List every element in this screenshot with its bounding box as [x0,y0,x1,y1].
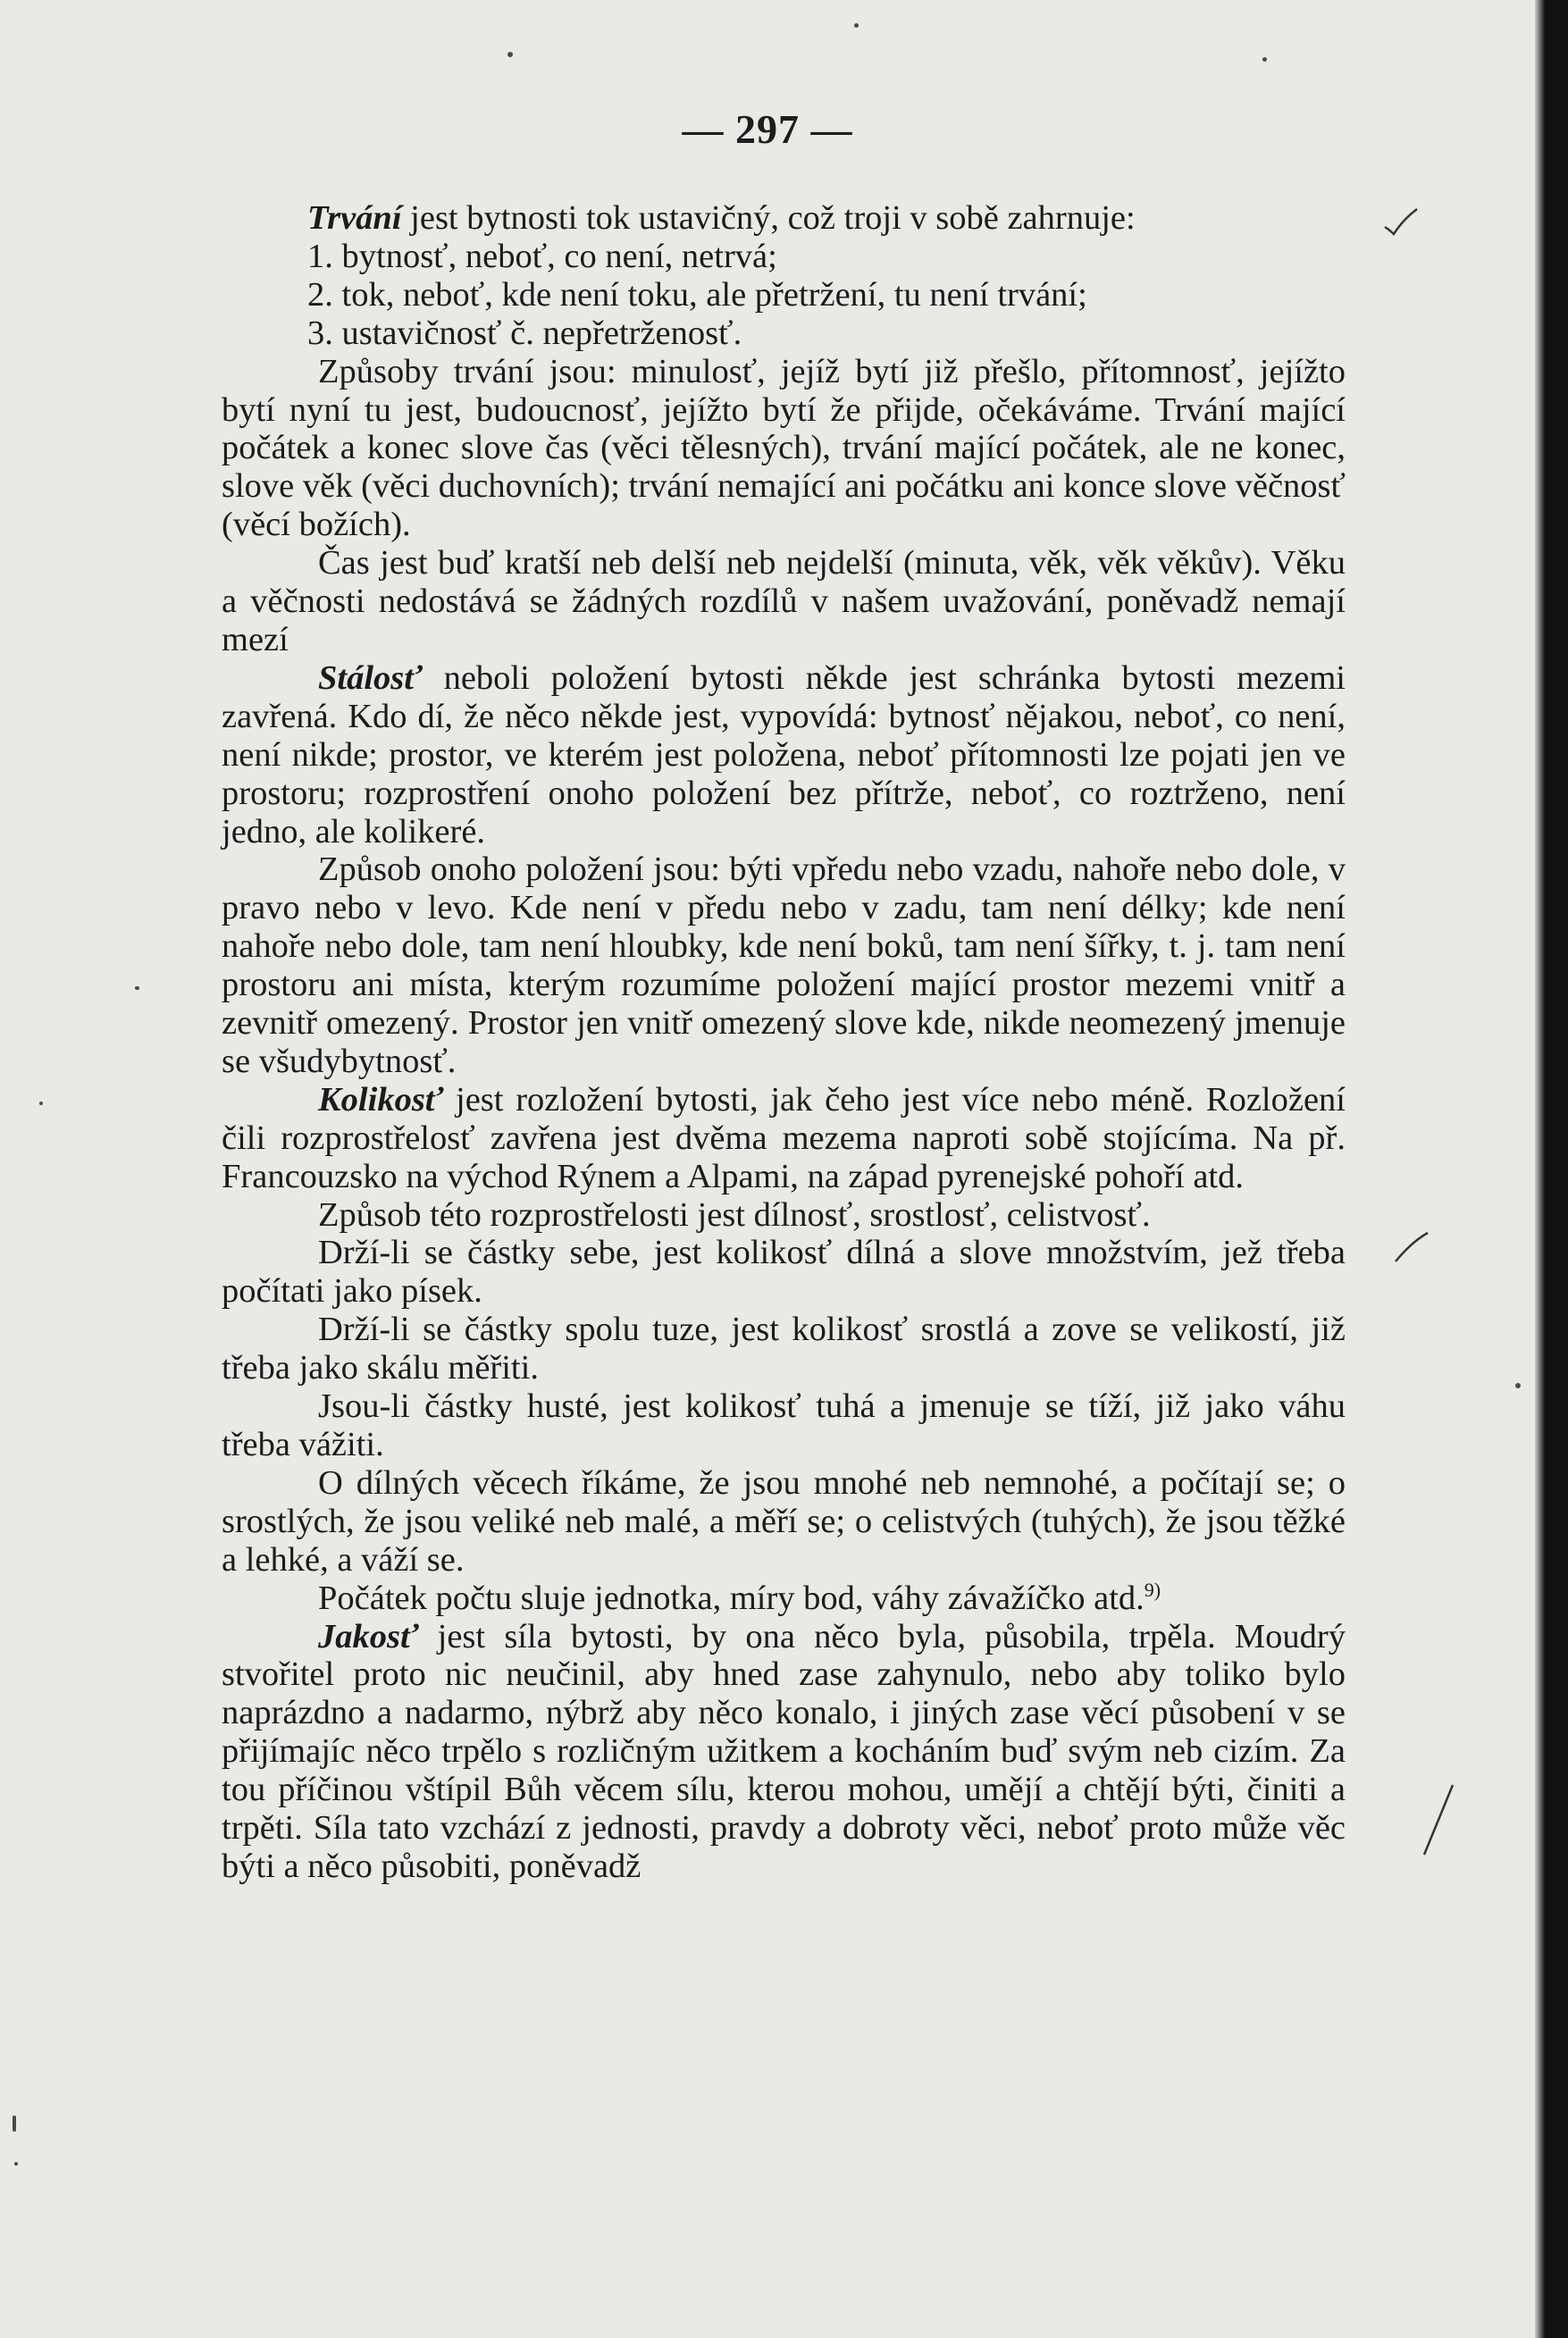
speck [507,52,513,57]
speck [135,986,139,990]
term-stalost: Stálosť [318,658,423,697]
paragraph: Kolikosť jest rozložení bytosti, jak čeho jest více nebo méně. Rozložení čili rozprostřelosť zavřena jest dvěma mezema naproti sobě stojícíma. Na př. Francouzsko na východ Rýnem a Alpami, na západ pyrenejské pohoří atd. [222,1080,1346,1195]
paragraph: Stálosť neboli položení bytosti někde jest schránka bytosti mezemi zavřená. Kdo dí, že něco někde jest, vypovídá: bytnosť nějakou, neboť, co není, není nikde; prostor, ve kterém jest položena, neboť přítomnosti lze pojati jen ve prostoru; rozprostření onoho položení bez přítrže, neboť, co roztrženo, není jedno, ale kolikeré. [222,658,1346,851]
speck [39,1102,43,1105]
margin-check-mark-icon [1383,207,1419,238]
paragraph: Jakosť jest síla bytosti, by ona něco byla, působila, trpěla. Moudrý stvořitel proto nic neučinil, aby hned zase zahynulo, nebo aby toliko bylo naprázdno a nadarmo, nýbrž aby něco konalo, i jiných zase věcí působení v se přijímajíc něco trpělo s rozličným užitkem a kocháním buď svým neb cizím. Za tou příčinou vštípil Bůh věcem sílu, kterou mohou, umějí a chtějí býti, činiti a trpěti. Síla tato vzchází z jednosti, pravdy a dobroty věci, neboť proto může věc býti a něco působiti, poněvadž [222,1617,1346,1885]
speck [1515,1383,1521,1388]
speck [1262,57,1267,62]
paragraph: Drží-li se částky sebe, jest kolikosť dílná a slove množstvím, jež třeba počítati jako písek. [222,1234,1346,1311]
speck [854,23,859,28]
paragraph: Počátek počtu sluje jednotka, míry bod, váhy závažíčko atd.$^{9)}$ [318,1578,1161,1617]
paragraph: Jsou-li částky husté, jest kolikosť tuhá a jmenuje se tíží, již jako váhu třeba vážiti. [222,1387,1346,1463]
paragraph: Čas jest buď kratší neb delší neb nejdelší (minuta, věk, věk věkův). Věku a věčnosti nedostává se žádných rozdílů v našem uvažování, poněvadž nemají mezí [222,544,1346,658]
term-jakost: Jakosť [318,1617,419,1655]
list-item: 3. ustavičnosť č. nepřetrženosť. [307,314,742,352]
footnote-ref: 9) [1144,1578,1161,1601]
paragraph: Drží-li se částky spolu tuze, jest kolikosť srostlá a zove se velikostí, již třeba jako skálu měřiti. [222,1311,1346,1387]
page-edge [1535,0,1568,2338]
paragraph: Způsob této rozprostřelosti jest dílnosť, srostlosť, celistvosť. [318,1195,1151,1234]
paragraph: O dílných věcech říkáme, že jsou mnohé neb nemnohé, a počítají se; o srostlých, že jsou veliké neb malé, a měří se; o celistvých (tuhých), že jsou těžké a lehké, a váží se. [222,1463,1346,1579]
list-item: 1. bytnosť, neboť, co není, netrvá; [307,237,777,275]
term-kolikost: Kolikosť [318,1080,444,1119]
margin-slash-mark-icon [1422,1783,1455,1856]
speck [14,2162,18,2166]
paragraph: Způsoby trvání jsou: minulosť, jejíž bytí již přešlo, přítomnosť, jejížto bytí nyní tu jest, budoucnosť, jejížto bytí že přijde, očekáváme. Trvání mající počátek a konec slove čas (věci tělesných), trvání mající počátek, ale ne konec, slove věk (věci duchovních); trvání nemající ani počátku ani konce slove věčnosť (věcí božích). [222,352,1346,544]
margin-tick-mark-icon [1394,1231,1430,1263]
paragraph: Trvání jest bytnosti tok ustavičný, což troji v sobě zahrnuje: [307,199,1136,237]
list-item: 2. tok, neboť, kde není toku, ale přetržení, tu není trvání; [307,275,1087,314]
term-trvani: Trvání [307,199,402,237]
body-text [222,199,1346,1886]
page-number: — 297 — [682,106,853,152]
speck [13,2116,16,2132]
paragraph: Způsob onoho položení jsou: býti vpředu nebo vzadu, nahoře nebo dole, v pravo nebo v levo. Kde není v předu nebo v zadu, tam není délky; kde není nahoře nebo dole, tam není hloubky, kde není boků, tam není šířky, t. j. tam není prostoru ani místa, kterým rozumíme položení mající prostor mezemi vnitř a zevnitř omezený. Prostor jen vnitř omezený slove kde, nikde neomezený jmenuje se všudybytnosť. [222,851,1346,1080]
